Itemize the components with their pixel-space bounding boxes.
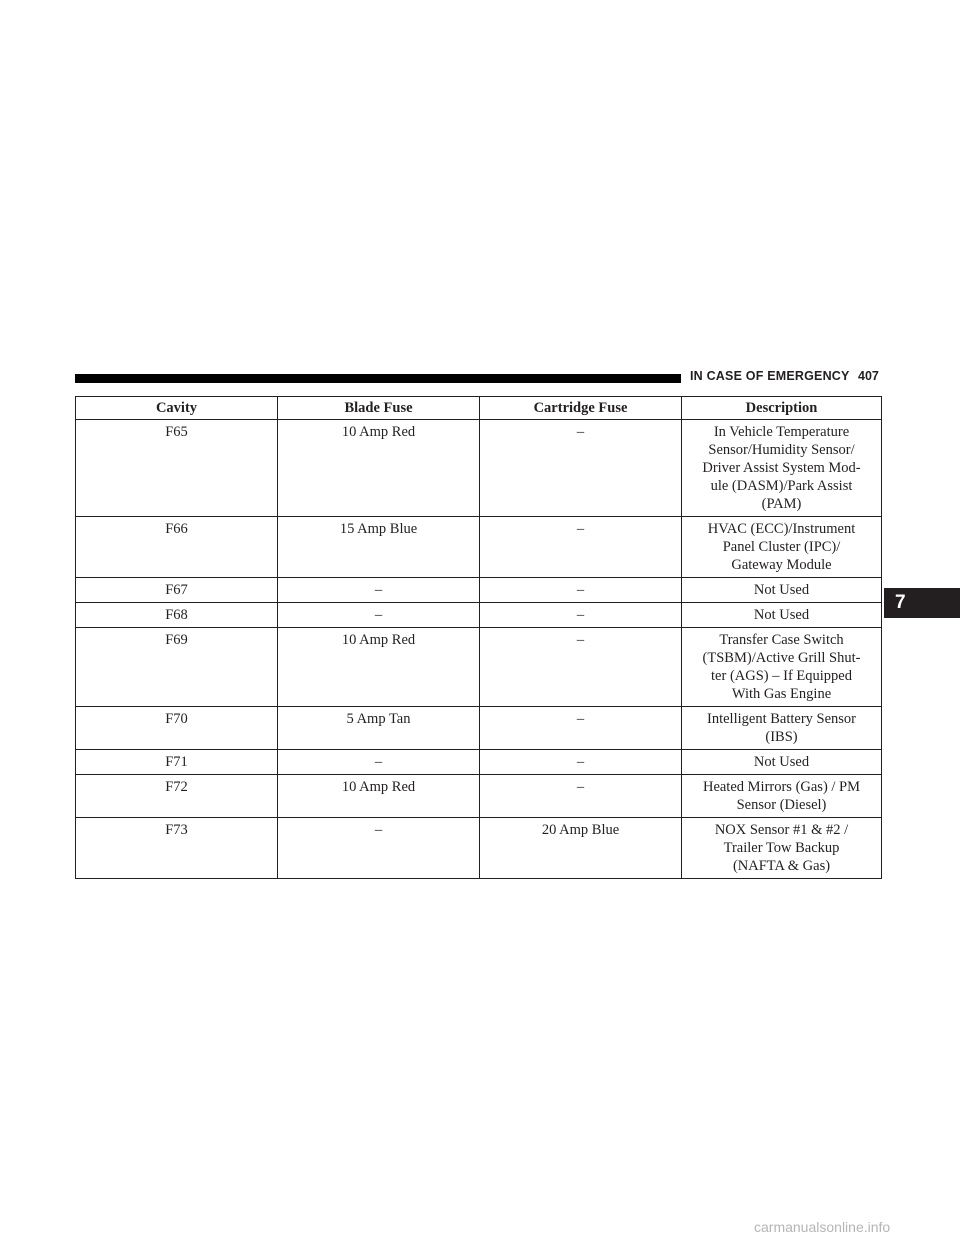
cell-cartridge-fuse: –	[480, 420, 682, 517]
description-line: Panel Cluster (IPC)/	[722, 539, 841, 555]
cell-cavity: F71	[76, 750, 278, 775]
cell-blade-fuse: 10 Amp Red	[278, 420, 480, 517]
cell-description	[682, 750, 882, 775]
table-row	[76, 420, 882, 517]
cell-cartridge-fuse: –	[480, 750, 682, 775]
description-line: Trailer Tow Backup	[723, 840, 840, 856]
cell-cartridge-fuse: –	[480, 775, 682, 818]
cell-description	[682, 775, 882, 818]
table-header-row	[76, 397, 882, 420]
column-header-description: Description	[682, 397, 882, 420]
cell-cavity: F73	[76, 818, 278, 879]
cell-description	[682, 603, 882, 628]
cell-cavity: F67	[76, 578, 278, 603]
description-line: (NAFTA & Gas)	[732, 858, 831, 874]
cell-description	[682, 707, 882, 750]
description-line: HVAC (ECC)/Instrument	[707, 521, 856, 537]
table-row	[76, 578, 882, 603]
cell-cavity: F70	[76, 707, 278, 750]
description-line: Transfer Case Switch	[719, 632, 844, 648]
cell-blade-fuse: –	[278, 818, 480, 879]
cell-cartridge-fuse: –	[480, 603, 682, 628]
table-row	[76, 818, 882, 879]
cell-cartridge-fuse: –	[480, 628, 682, 707]
cell-cavity: F68	[76, 603, 278, 628]
column-header-cavity: Cavity	[76, 397, 278, 420]
fuse-table-body	[76, 420, 882, 879]
cell-blade-fuse: –	[278, 750, 480, 775]
description-line: Not Used	[753, 582, 810, 598]
description-line: Not Used	[753, 607, 810, 623]
table-row	[76, 517, 882, 578]
cell-description	[682, 420, 882, 517]
cell-cavity: F65	[76, 420, 278, 517]
description-line: NOX Sensor #1 & #2 /	[714, 822, 849, 838]
description-line: Heated Mirrors (Gas) / PM	[702, 779, 861, 795]
cell-blade-fuse: 10 Amp Red	[278, 775, 480, 818]
description-line: ter (AGS) – If Equipped	[711, 668, 852, 684]
table-row	[76, 628, 882, 707]
cell-cavity: F69	[76, 628, 278, 707]
column-header-cartridge-fuse: Cartridge Fuse	[480, 397, 682, 420]
table-row	[76, 775, 882, 818]
section-title: IN CASE OF EMERGENCY	[690, 369, 850, 383]
cell-cavity: F66	[76, 517, 278, 578]
cell-cartridge-fuse: –	[480, 578, 682, 603]
cell-description	[682, 818, 882, 879]
description-line: Intelligent Battery Sensor	[707, 711, 856, 727]
description-line: With Gas Engine	[731, 686, 832, 702]
cell-description	[682, 628, 882, 707]
description-line: (IBS)	[765, 729, 798, 745]
cell-blade-fuse: 5 Amp Tan	[278, 707, 480, 750]
chapter-tab[interactable]: 7	[884, 588, 960, 618]
description-line: In Vehicle Temperature	[713, 424, 850, 440]
description-line: Sensor (Diesel)	[736, 797, 827, 813]
table-row	[76, 707, 882, 750]
description-line: Not Used	[753, 754, 810, 770]
watermark: carmanualsonline.info	[754, 1219, 891, 1235]
page-number: 407	[858, 369, 879, 383]
description-line: (TSBM)/Active Grill Shut-	[702, 650, 861, 666]
cell-blade-fuse: –	[278, 603, 480, 628]
description-line: (PAM)	[761, 496, 802, 512]
cell-cartridge-fuse: –	[480, 517, 682, 578]
description-line: Driver Assist System Mod-	[702, 460, 861, 476]
cell-description	[682, 517, 882, 578]
table-row	[76, 750, 882, 775]
fuse-table	[75, 396, 882, 879]
cell-blade-fuse: 10 Amp Red	[278, 628, 480, 707]
cell-cartridge-fuse: 20 Amp Blue	[480, 818, 682, 879]
cell-cavity: F72	[76, 775, 278, 818]
description-line: ule (DASM)/Park Assist	[710, 478, 853, 494]
header-rule	[75, 374, 681, 383]
cell-blade-fuse: –	[278, 578, 480, 603]
cell-cartridge-fuse: –	[480, 707, 682, 750]
cell-blade-fuse: 15 Amp Blue	[278, 517, 480, 578]
description-line: Sensor/Humidity Sensor/	[708, 442, 855, 458]
column-header-blade-fuse: Blade Fuse	[278, 397, 480, 420]
table-row	[76, 603, 882, 628]
description-line: Gateway Module	[731, 557, 832, 573]
cell-description	[682, 578, 882, 603]
